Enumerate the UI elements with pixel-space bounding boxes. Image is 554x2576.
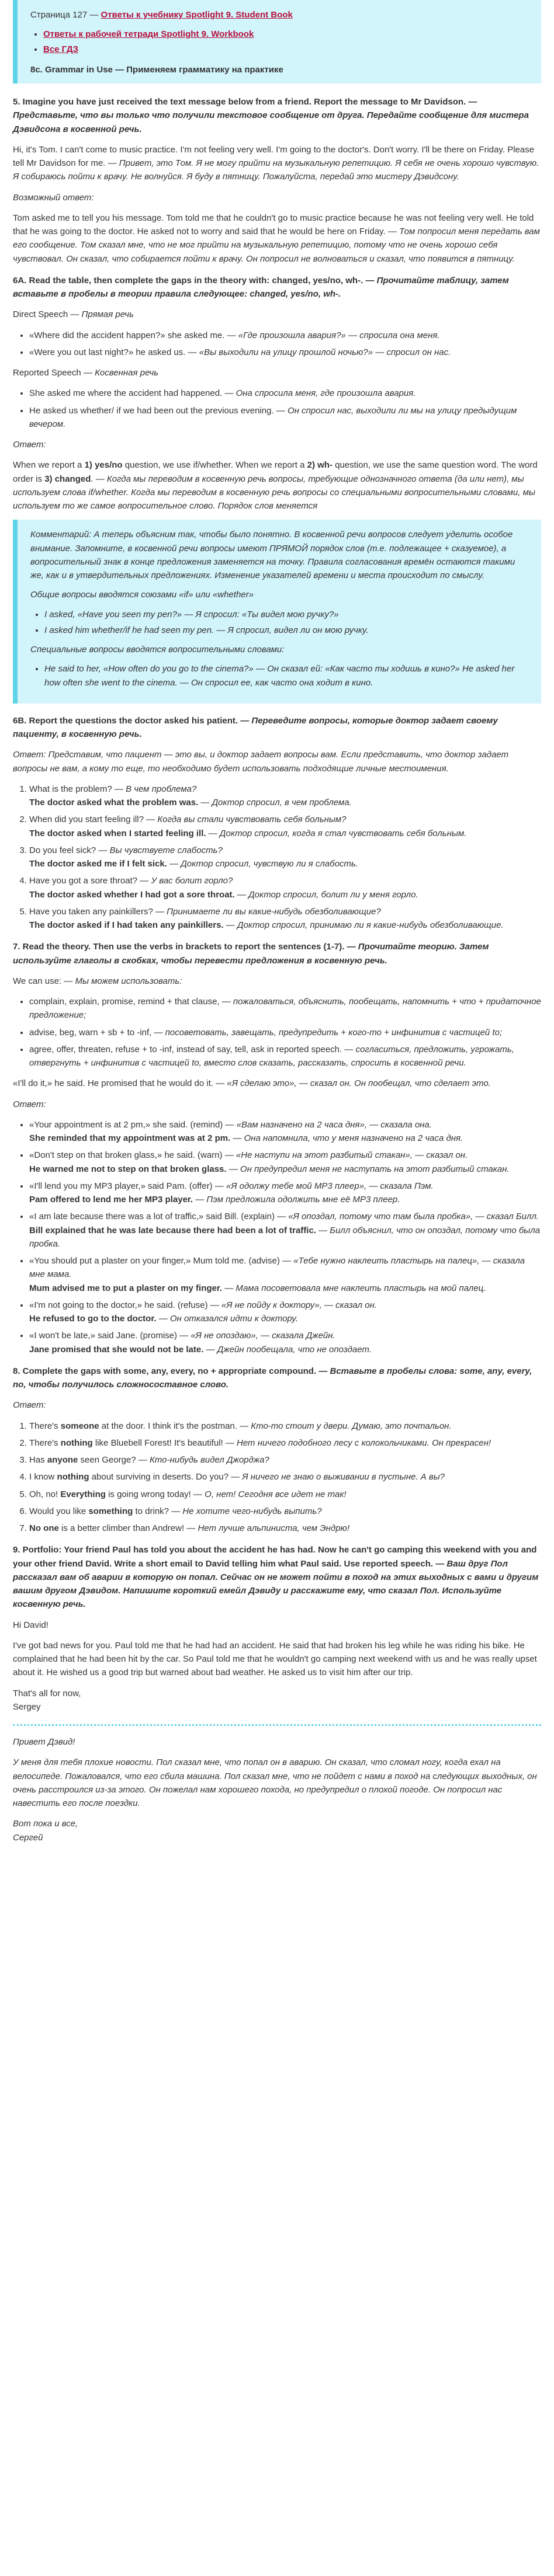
commentary-box	[13, 520, 541, 704]
all-gdz-link[interactable]: Все ГДЗ	[43, 44, 79, 54]
direct-speech-list	[13, 329, 541, 360]
list-item: 3. Has anyone seen George? — Кто-нибудь видел Джорджа?	[29, 1453, 541, 1467]
special-questions-list	[30, 662, 531, 690]
list-item: 3. Do you feel sick? — Вы чувствуете слабость? The doctor asked me if I felt sick. — Доктор спросил, чувствую ли я слабость.	[29, 844, 541, 871]
answer-label: Ответ:	[13, 1400, 46, 1411]
list-item: 5. Oh, no! Everything is going wrong today! — О, нет! Сегодня все идет не так!	[29, 1488, 541, 1501]
list-item: 5. Have you taken any painkillers? — Принимаете ли вы какие-нибудь обезболивающие? The doctor asked if I had taken any painkillers. — Доктор спросил, принимаю ли я какие-нибудь обезболивающие.	[29, 905, 541, 932]
list-item: 4. I know nothing about surviving in deserts. Do you? — Я ничего не знаю о выживании в пустыне. А вы?	[29, 1470, 541, 1484]
student-book-link[interactable]: Ответы к учебнику Spotlight 9. Student Book	[101, 10, 293, 20]
divider	[13, 1724, 541, 1726]
list-item: • «I am late because there was a lot of traffic,» said Bill. (explain) — «Я опоздал, потому что там была пробка», — сказал Билл. Bill explained that he was late because there had been a lot of traffic. — Билл объяснил, что он опоздал, потому что была пробка.	[29, 1210, 541, 1251]
answer-label: Ответ:	[13, 1099, 46, 1109]
list-item: • She asked me where the accident had happened. — Она спросила меня, где произошла авария.	[29, 387, 541, 400]
task-7-example: «I'll do it,» he said. He promised that he would do it. — «Я сделаю это», — сказал он. Он пообещал, что сделает это.	[13, 1078, 491, 1089]
task-6b-list	[13, 782, 541, 932]
list-item: • I asked him whether/if he had seen my pen. — Я спросил, видел ли он мою ручку.	[44, 624, 531, 637]
email-ru-body: У меня для тебя плохие новости. Пол сказал мне, что попал он в аварию. Он сказал, что сломал ногу, когда ехал на велосипеде. Пожаловался, что его сбила машина. Пол сказал мне, что не пойдет с нами в поход на следующих выходных, он очень расстроился из-за этого. Он пожелал нам хорошего похода, но предупредил о плохой погоде. Он попросил нас навестить его после поездки.	[13, 1757, 537, 1808]
list-item: • He said to her, «How often do you go to the cinema?» — Он сказал ей: «Как часто ты ходишь в кино?» He asked her how often she went to the cinema. — Он спросил ее, как часто она ходит в кино.	[44, 662, 531, 690]
list-item: • «You should put a plaster on your finger,» Mum told me. (advise) — «Тебе нужно наклеить пластырь на палец», — сказала мне мама. Mum advised me to put a plaster on my finger. — Мама посоветовала мне наклеить пластырь на мой палец.	[29, 1254, 541, 1295]
list-item: • complain, explain, promise, remind + that clause, — пожаловаться, объяснить, пообещать, напомнить + что + придаточное предложение;	[29, 995, 541, 1022]
task-8-title: 8. Complete the gaps with some, any, every, no + appropriate compound. — Вставьте в пробелы слова: some, any, every, no, чтобы получилось сложносоставное слово.	[13, 1366, 532, 1390]
general-questions-list	[30, 608, 531, 638]
task-8-answers	[13, 1419, 541, 1536]
reported-speech-list	[13, 387, 541, 431]
related-links	[30, 27, 531, 56]
list-item: • «Don't step on that broken glass,» he said. (warn) — «Не наступи на этот разбитый стакан», — сказал он. He warned me not to step on that broken glass. — Он предупредил меня не наступать на этот разбитый стакан.	[29, 1148, 541, 1176]
task-6a-answer: When we report a 1) yes/no question, we use if/whether. When we report a 2) wh- question, we use the same question word. The word order is 3) changed. — Когда мы переводим в косвенную речь вопросы, требующие однозначного ответа (да или нет), мы используем слова if/whether. Когда мы переводим в косвенную речь вопросы со специальными вопросительными словами, мы используем то же самое вопросительное слово. Порядок слов меняется	[13, 460, 538, 511]
list-item: • I asked, «Have you seen my pen?» — Я спросил: «Ты видел мою ручку?»	[44, 608, 531, 621]
list-item: 1. There's someone at the door. I think it's the postman. — Кто-то стоит у двери. Думаю, это почтальон.	[29, 1419, 541, 1433]
list-item: • agree, offer, threaten, refuse + to -inf, instead of say, tell, ask in reported speech. — согласиться, предложить, угрожать, отвергнуть + инфинитив с частицей to, вместо слов сказать, рассказать, спросить в косвенной речи.	[29, 1043, 541, 1070]
task-5-title: 5. Imagine you have just received the text message below from a friend. Report the message to Mr Davidson. — Представьте, что вы только что получили текстовое сообщение от друга. Передайте сообщение для мистера Дэвидсона в косвенной речь.	[13, 97, 529, 134]
list-item: 4. Have you got a sore throat? — У вас болит горло? The doctor asked whether I had got a sore throat. — Доктор спросил, болит ли у меня горло.	[29, 874, 541, 901]
email-body: I've got bad news for you. Paul told me that he had had an accident. He said that had broken his leg while he was riding his bike. He complained that he had been hit by the car. So Paul told me that he wouldn't go camping next weekend with us and he was really upset about it. He wished us a good trip but warned about bad weather. He asked us to visit him after our trip.	[13, 1640, 537, 1678]
workbook-link[interactable]: Ответы к рабочей тетради Spotlight 9. Workbook	[43, 29, 254, 40]
task-7-answers	[13, 1118, 541, 1356]
list-item: • «I won't be late,» said Jane. (promise) — «Я не опоздаю», — сказала Джейн. Jane promised that she would not be late. — Джейн пообещала, что не опоздает.	[29, 1329, 541, 1356]
task-6a-title: 6A. Read the table, then complete the gaps in the theory with: changed, yes/no, wh-. — Прочитайте таблицу, затем вставьте в пробелы в теории правила следующее: changed, yes/no, wh-.	[13, 275, 509, 299]
list-item: 2. When did you start feeling ill? — Когда вы стали чувствовать себя больным? The doctor asked when I started feeling ill. — Доктор спросил, когда я стал чувствовать себя больным.	[29, 813, 541, 840]
list-item: 7. No one is a better climber than Andrew! — Нет лучше альпиниста, чем Эндрю!	[29, 1522, 541, 1535]
task-5-answer: Tom asked me to tell you his message. Tom told me that he couldn't go to music practice because he was not feeling very well. He told that he was going to the doctor. He asked not to worry and said that he would be here on Friday. — Том попросил меня передать вам его сообщение. Том сказал мне, что не мог прийти на музыкальную репетицию, потому что не очень хорошо себя чувствовал. Он сказал, что собирается пойти к врачу. Он попросил не волноваться и сказал, что появится в пятницу.	[13, 213, 540, 264]
list-item: • «Were you out last night?» he asked us. — «Вы выходили на улицу прошлой ночью?» — спросил он нас.	[29, 346, 541, 359]
breadcrumb-prefix: Страница 127 —	[30, 10, 99, 20]
list-item: • «Your appointment is at 2 pm,» she said. (remind) — «Вам назначено на 2 часа дня», — сказала она. She reminded that my appointment was at 2 pm. — Она напомнила, что у меня назначено на 2 часа дня.	[29, 1118, 541, 1146]
breadcrumb	[30, 8, 531, 22]
unit-title: 8c. Grammar in Use — Применяем грамматику на практике	[30, 64, 283, 75]
special-questions-heading: Специальные вопросы вводятся вопросительными словами:	[30, 645, 285, 655]
answer-label: Ответ:	[13, 440, 46, 450]
we-can-use: We can use: — Мы можем использовать:	[13, 976, 182, 986]
email-greeting: Hi David!	[13, 1620, 49, 1630]
task-6b-title: 6B. Report the questions the doctor asked his patient. — Переведите вопросы, которые доктор задает своему пациенту, в косвенную речь.	[13, 715, 498, 739]
email-closing: That's all for now, Sergey	[13, 1688, 81, 1712]
task-9-title: 9. Portfolio: Your friend Paul has told you about the accident he has had. Now he can't go camping this weekend with you and your other friend David. Write a short email to David telling him what Paul said. Use reported speech. — Ваш друг Пол рассказал вам об аварии в которую он попал. Сейчас он не может пойти в поход на этих выходных с вами и другим вашим другом Дэвидом. Напишите короткий емейл Дэвиду и расскажите ему, что сказал Пол. Используйте косвенную речь.	[13, 1545, 539, 1610]
list-item: • advise, beg, warn + sb + to -inf, — посоветовать, завещать, предупредить + кого-то + инфинитив с частицей to;	[29, 1026, 541, 1039]
task-5-message: Hi, it's Tom. I can't come to music practice. I'm not feeling very well. I'm going to the doctor's. Don't worry. I'll be there on Friday. Please tell Mr Davidson for me. — Привет, это Том. Я не могу прийти на музыкальную репетицию. Я себя не очень хорошо чувствую. Я собираюсь пойти к врачу. Не волнуйся. Я буду в пятницу. Пожалуйста, передай это мистеру Дэвидсону.	[13, 144, 539, 182]
possible-answer-label: Возможный ответ:	[13, 192, 94, 203]
task-7-theory-list	[13, 995, 541, 1070]
list-item: 6. Would you like something to drink? — Не хотите чего-нибудь выпить?	[29, 1505, 541, 1518]
navigation-box	[13, 0, 541, 83]
list-item: 2. There's nothing like Bluebell Forest! It's beautiful! — Нет ничего подобного лесу с колокольчиками. Он прекрасен!	[29, 1436, 541, 1450]
list-item: • «I'll lend you my MP3 player,» said Pam. (offer) — «Я одолжу тебе мой MP3 плеер», — сказала Пэм. Pam offered to lend me her MP3 player. — Пэм предложила одолжить мне её MP3 плеер.	[29, 1179, 541, 1207]
email-ru-greeting: Привет Дэвид!	[13, 1737, 75, 1747]
task-6b-intro: Ответ: Представим, что пациент — это вы, и доктор задает вопросы вам. Если представить, что доктор задает вопросы не вам, а кому то еще, то необходимо будет использовать подходящие личные местоимения.	[13, 750, 509, 774]
direct-speech-heading: Direct Speech — Прямая речь	[13, 309, 134, 320]
reported-speech-heading: Reported Speech — Косвенная речь	[13, 368, 159, 378]
related-link-item	[43, 43, 531, 56]
list-item: • «Where did the accident happen?» she asked me. — «Где произошла авария?» — спросила она меня.	[29, 329, 541, 342]
commentary-text: Комментарий: А теперь объясним так, чтобы было понятно. В косвенной речи вопросов следует уделить особое внимание. Запомните, в косвенной речи вопросы имеют ПРЯМОЙ порядок слов (т.е. подлежащее + сказуемое), а вопросительный знак в конце предложения заменяется на точку. Правила согласования времён остаются такими же, как и в утвердительных предложениях. Изменение указателей времени и места происходит по смыслу.	[30, 530, 515, 580]
list-item: 1. What is the problem? — В чем проблема? The doctor asked what the problem was. — Доктор спросил, в чем проблема.	[29, 782, 541, 810]
related-link-item	[43, 27, 531, 41]
email-ru-closing: Вот пока и все, Сергей	[13, 1819, 78, 1843]
list-item: • He asked us whether/ if we had been out the previous evening. — Он спросил нас, выходили ли мы на улицу предыдущим вечером.	[29, 404, 541, 431]
general-questions-heading: Общие вопросы вводятся союзами «if» или «whether»	[30, 590, 254, 600]
list-item: • «I'm not going to the doctor,» he said. (refuse) — «Я не пойду к доктору», — сказал он. He refused to go to the doctor. — Он отказался идти к доктору.	[29, 1299, 541, 1326]
task-7-title: 7. Read the theory. Then use the verbs in brackets to report the sentences (1-7). — Прочитайте теорию. Затем используйте глаголы в скобках, чтобы перевести предложения в косвенную речь.	[13, 942, 489, 966]
